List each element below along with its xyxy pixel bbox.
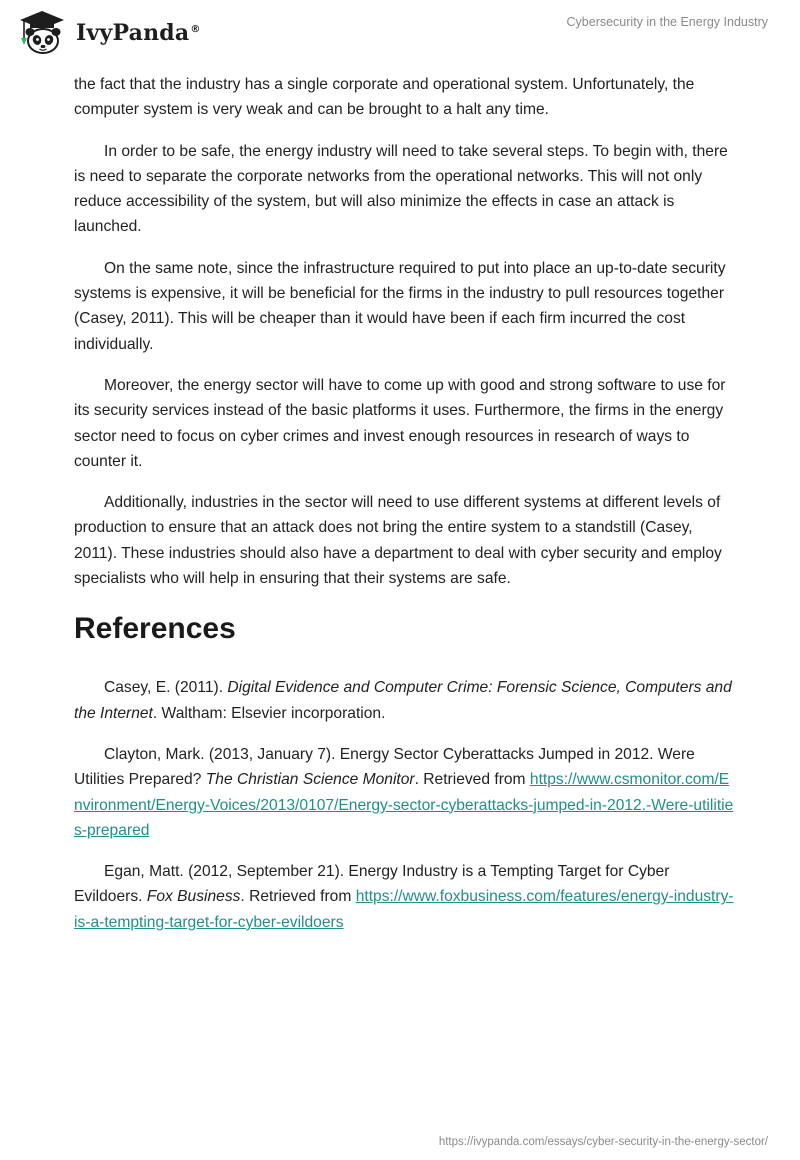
reference-entry (74, 859, 734, 935)
reference-title: The Christian Science Monitor (205, 771, 415, 789)
reference-entry (74, 742, 734, 843)
reference-text: . Retrieved from (240, 888, 356, 906)
body-paragraph: Additionally, industries in the sector will need to use different systems at different levels of production to ensure that an attack does not bring the entire system to a standstill (Casey, 2011). These industries should also have a department to deal with cyber security and employ specialists who will help in ensuring that their systems are safe. (74, 494, 722, 588)
body-paragraph: In order to be safe, the energy industry will need to take several steps. To begin with, there is need to separate the corporate networks from the operational networks. This will not only reduce accessibility of the system, but will also minimize the effects in case an attack is launched. (74, 142, 728, 236)
reference-title: Fox Business (146, 888, 241, 906)
body-paragraph: On the same note, since the infrastructure required to put into place an up-to-date security systems is expensive, it will be beneficial for the firms in the industry to pull resources together (Casey, 2011). This will be cheaper than it would have been if each firm incurred the cost individually. (74, 259, 726, 353)
registered-mark: ® (190, 23, 201, 35)
reference-title: Digital Evidence and Computer Crime: Forensic Science, Computers and the Internet (74, 679, 732, 722)
reference-text: . Retrieved from (414, 771, 530, 789)
footer-source-url[interactable]: https://ivypanda.com/essays/cyber-security-in-the-energy-sector/ (438, 1136, 768, 1148)
essay-content (74, 72, 734, 951)
reference-link[interactable]: https://www.foxbusiness.com/features/energy-industry-is-a-tempting-target-for-cyber-evildoers (74, 888, 734, 931)
document-title: Cybersecurity in the Energy Industry (566, 15, 768, 29)
body-paragraph: Moreover, the energy sector will have to come up with good and strong software to use for its security services instead of the basic platforms it uses. Furthermore, the firms in the energy sector need to focus on cyber crimes and invest enough resources in research of ways to counter it. (74, 376, 726, 470)
reference-text: . Waltham: Elsevier incorporation. (152, 704, 386, 722)
body-paragraph: the fact that the industry has a single corporate and operational system. Unfortunately, the computer system is very weak and can be brought to a halt any time. (74, 76, 695, 119)
reference-link[interactable]: https://www.csmonitor.com/Environment/Energy-Voices/2013/0107/Energy-sector-cyberattacks-jumped-in-2012.-Were-utilities-prepared (74, 771, 734, 839)
reference-text: Casey, E. (2011). (104, 679, 228, 697)
reference-text: Clayton, Mark. (2013, January 7). Energy Sector Cyberattacks Jumped in 2012. Were Utilities Prepared? (74, 745, 695, 789)
page-header (0, 0, 800, 64)
brand-name: IvyPanda® (76, 20, 201, 46)
panda-logo-icon (16, 8, 68, 56)
ivypanda-logo[interactable] (16, 8, 201, 56)
references-heading: References (74, 612, 236, 646)
reference-entry (74, 675, 734, 726)
reference-text: Egan, Matt. (2012, September 21). Energy Industry is a Tempting Target for Cyber Evildoers. (74, 863, 670, 906)
